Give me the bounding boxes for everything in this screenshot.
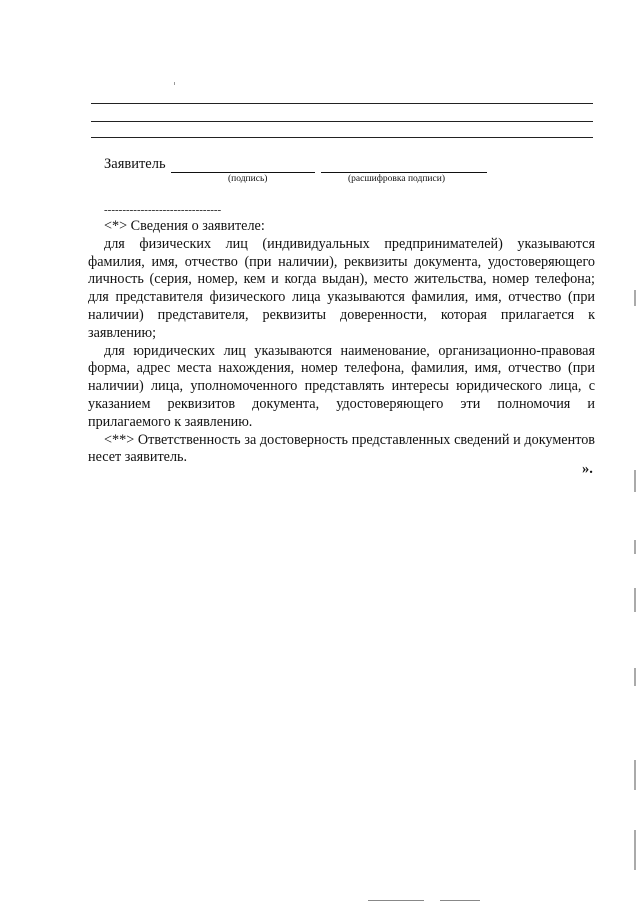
blank-line-1 [91,103,593,104]
signature-decode-line [321,172,487,173]
scan-artifact [174,82,175,85]
signature-caption: (подпись) [228,174,268,184]
scan-bottom-mark [368,900,424,901]
blank-line-2 [91,121,593,122]
scan-edge-mark [634,668,636,686]
scan-edge-mark [634,830,636,870]
footnote-responsibility: <**> Ответственность за достоверность представленных сведений и документов несет заявитель. [88,431,595,466]
footnote-separator: -------------------------------- [104,204,222,216]
scan-edge-mark [634,760,636,790]
scan-edge-mark [634,540,636,554]
closing-quote-mark: ». [582,461,593,477]
footnote-heading: <*> Сведения о заявителе: [104,218,265,234]
footnote-individuals: для физических лиц (индивидуальных предпринимателей) указываются фамилия, имя, отчество (при наличии), реквизиты документа, удостоверяющего личность (серия, номер, кем и когда выдан), место жительства, номер телефона; для представителя физического лица указываются фамилия, имя, отчество (при наличии) представителя, реквизиты доверенности, которая прилагается к заявлению; [88,235,595,341]
scan-edge-mark [634,470,636,492]
scan-edge-mark [634,588,636,612]
scan-bottom-mark [440,900,480,901]
applicant-label: Заявитель [104,156,166,172]
blank-line-3 [91,137,593,138]
signature-line [171,172,315,173]
footnote-legal-entities: для юридических лиц указываются наименование, организационно-правовая форма, адрес места нахождения, номер телефона, фамилия, имя, отчество (при наличии) лица, уполномоченного представлять интересы юридического лица, с указанием реквизитов документа, удостоверяющего эти полномочия и прилагаемого к заявлению. [88,342,595,430]
footnotes-block [88,218,595,467]
signature-decode-caption: (расшифровка подписи) [348,174,445,184]
scan-edge-mark [634,290,636,306]
